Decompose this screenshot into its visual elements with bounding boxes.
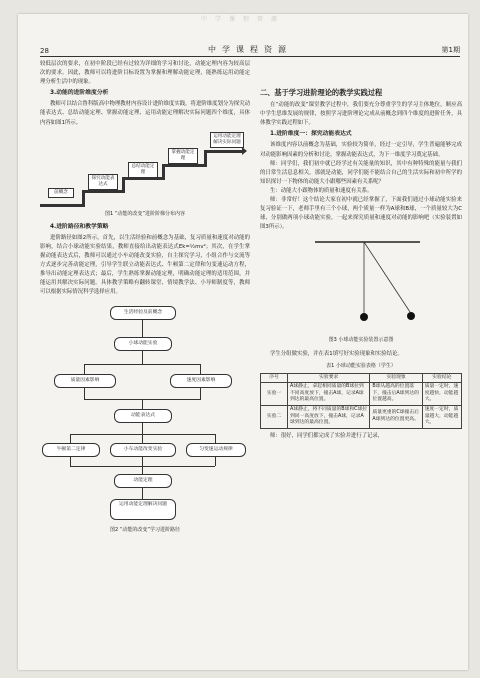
flow-node-speed: 速度因素影响 [170, 374, 232, 388]
paragraph: 师：很好，同学们都完成了实验并进行了记录， [270, 432, 384, 439]
flow-connector [70, 456, 71, 466]
paragraph: 该维度内容以前概念为基础，实验较为简单，经过一定引导，学生普遍能够完成对动能影响因素的分析和讨论，掌握动能表达式，为下一维度学习奠定基础。 [260, 142, 462, 158]
flow-node-mass: 质量因素影响 [54, 374, 116, 388]
flow-connector [142, 319, 143, 337]
flow-connector [142, 434, 143, 443]
step-box: 总结动能定理 [128, 162, 158, 178]
flow-connector [200, 387, 201, 399]
flow-connector [84, 364, 201, 365]
step-box: 探究动能表达式 [88, 174, 118, 190]
pendulum-diagram [260, 234, 462, 334]
stair-segment [82, 190, 124, 193]
figure-2-caption: 图2 “动能的改变”学习进阶路径 [110, 526, 180, 533]
flow-node-uniform-motion: 匀变速运动规律 [186, 443, 246, 457]
subheading: 1.进阶维度一：探究动能表达式 [270, 131, 352, 138]
table-cell: 质量一定时，速度越快，动能越大。 [422, 383, 461, 406]
figure-3-pendulum [260, 234, 462, 334]
issue-number: 第1期 [441, 46, 460, 54]
stair-segment [122, 177, 164, 180]
table-cell: A球静止，将不同质量的B球和C球拉到同一高度放下，撞击A球，记录A球到达的最高位置。 [288, 406, 370, 429]
subheading: 3.动能的进阶维度分析 [50, 90, 109, 97]
table-cell: 实验二 [261, 406, 288, 429]
paper-page [18, 14, 468, 670]
paragraph: 进阶路径如图2所示，首先，以生活经验和前概念为基础，复习质量和速度对动能的影响，结合小球动能实验结果，教师直接给出动能表达式Ek=½mv²；其次，在学生掌握动能表达式后，教师可以通过小车动能改变实验，自主探究学习，小组合作与交流等方式逐步完善动能定理，引导学生联立动能表达式、牛顿第二定律和匀变速运动方程，推导出动能定理表达式；最后，学生熟练掌握动能定理，明确动能定理的适用范围，并能运用其解决实际问题。具体教学策略有翻转课堂、情境教学法、小导师制度等，教师可以根据实际情况科学选择应用。 [40, 234, 250, 296]
flow-connector [84, 364, 85, 374]
section-title: 二、基于学习进阶理论的教学实践过程 [260, 88, 383, 97]
paragraph: 师：非常好！这个结论大家在初中就已经掌握了，下面我们通过小球动能实验来复习验证一下，老师手里有三个小球，两个质量一样为A球和B球，一个质量较大为C球，分别做两项小球动能实验，一起来探究质量和速度对动能的影响吧（实验装置如图3所示）。 [260, 197, 462, 231]
bleed-through-header: 中学课程资源 [200, 16, 285, 23]
string-angled [364, 242, 410, 312]
experiment-table [260, 373, 462, 429]
figure-1-staircase [40, 132, 250, 208]
flow-node-car-experiment: 小车动能改变实验 [110, 443, 176, 457]
table-cell: 实验一 [261, 383, 288, 406]
stair-segment [162, 164, 206, 167]
flow-connector [142, 399, 143, 409]
arrow-head-icon [242, 147, 247, 155]
step-box: 运用动能定理解决实际问题 [210, 132, 244, 148]
flow-node-newton: 牛顿第二定律 [42, 443, 100, 457]
table-row [261, 406, 462, 429]
flow-connector [70, 434, 71, 443]
right-column [260, 60, 462, 441]
table-cell: 速度一定时，质量越大，动能越大。 [422, 406, 461, 429]
flow-connector [142, 350, 143, 364]
journal-title: 中学课程资源 [208, 45, 292, 54]
stair-segment [204, 150, 242, 153]
paragraph: 教师可以结合鲁科版高中物理教材内容设计进阶维度实践，将进阶维度划分为探究动能表达式、总结动能定理、掌握动能定理、运用动能定理解决实际问题四个维度，具体内容如图1所示。 [40, 101, 250, 126]
running-header [40, 42, 460, 57]
table-cell: A球静止，拿起相同质量的B球拉到不同高度放下，撞击A球，记录A球到达的最高位置。 [288, 383, 370, 406]
flow-connector [215, 456, 216, 466]
table-header-cell: 实验要求 [288, 373, 370, 383]
flow-connector [70, 466, 215, 467]
paragraph: 在“动能的改变”课堂教学过程中，我们要充分尊重学生的学习主体地位，顺应高中学生思维发展的规律，按照学习进阶理论完成从前概念到四个维度的进阶任务，具体教学实践过程如下。 [260, 102, 462, 127]
flow-connector [142, 487, 143, 499]
table-header-cell: 序号 [261, 373, 288, 383]
flow-connector [200, 364, 201, 374]
table-cell: 质量更重的C球撞击后A球到达的位置更高。 [370, 406, 422, 429]
step-box: 掌握动能定理 [168, 148, 198, 164]
flow-node-theorem: 动能定理 [114, 474, 172, 488]
paragraph: 师：同学们，我们初中就已经学过有关能量的知识，其中有种特殊的能量与我们的日常生活息息相关，那就是动能，同学们能不能结合自己的生活实际和初中所学的知识探讨一下物体的动能大小跟哪些因素有关系呢？ [260, 160, 462, 185]
flow-node-preconcept: 生活经验及前概念 [110, 306, 176, 320]
table-header-cell: 实验结论 [422, 373, 461, 383]
paragraph: 较低层次的要求，在初中阶段已经有过较为详细的学习和讨论，动能定理内容为较高层次的要求。因此，教师可以将进阶目标设置为掌握和理解动能定理，能熟练运用动能定理分析生活中的现象。 [40, 61, 250, 86]
left-column [40, 60, 250, 539]
subheading: 4.进阶路径和教学策略 [50, 223, 109, 230]
paragraph: 学生分组做实验，并在表1填写好实验现象和实验结论。 [270, 350, 403, 357]
flow-connector [142, 422, 143, 434]
flow-connector [215, 434, 216, 443]
stair-segment [40, 204, 84, 207]
flow-connector [142, 456, 143, 474]
flow-node-expression: 动能表达式 [114, 409, 172, 423]
figure-2-flowchart [40, 302, 250, 552]
table-header-row [261, 373, 462, 383]
flow-node-apply: 运用动能定理解决问题 [110, 499, 176, 520]
page-number: 28 [40, 47, 49, 55]
figure-1-caption: 图1 “动能的改变”进阶阶梯分布内容 [105, 210, 185, 217]
paragraph: 生：动能大小跟物体的质量和速度有关系。 [270, 187, 373, 194]
figure-3-caption: 图3 小球动能实验装置示意图 [328, 337, 394, 344]
table-header-cell: 实验现象 [370, 373, 422, 383]
table-caption: 表1 小球动能实验表格（学生） [326, 362, 396, 369]
table-cell: B球从越高的位置落下，撞击后A球到达的位置越高。 [370, 383, 422, 406]
ball-a [360, 313, 368, 321]
table-row [261, 383, 462, 406]
ball-b [407, 312, 415, 320]
step-box: 前概念 [48, 188, 74, 198]
flow-node-ball-experiment: 小球动能实验 [114, 337, 172, 351]
flow-connector [84, 387, 85, 399]
